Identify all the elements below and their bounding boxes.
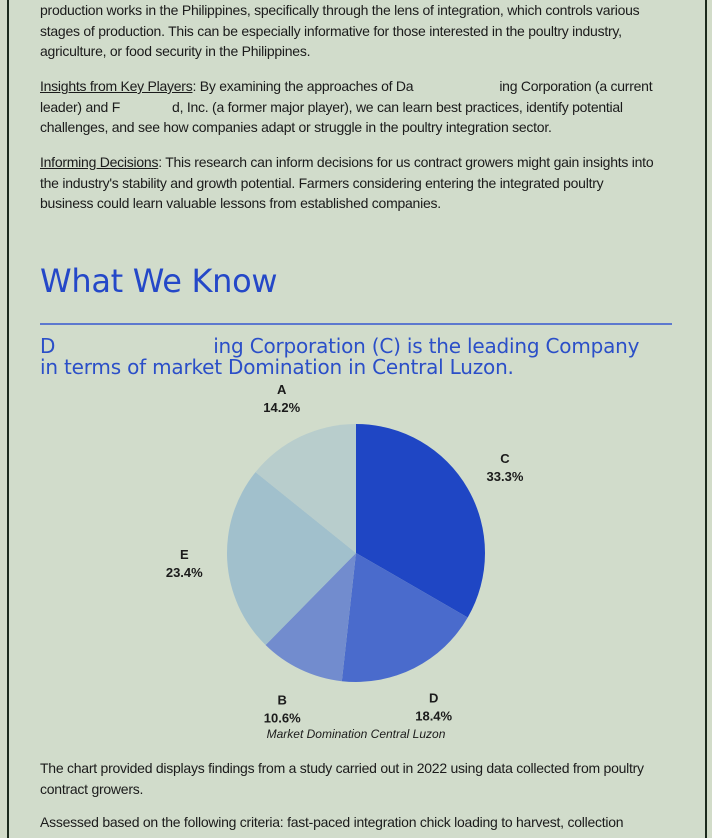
informing-label: Informing Decisions — [40, 154, 159, 170]
text-span: leader) and F — [40, 98, 121, 115]
pie-label-name-a: A — [277, 381, 287, 397]
pie-label-value-c: 33.3% — [486, 469, 524, 484]
text-span: ing Corporation (a current — [499, 78, 653, 94]
text-line: The chart provided displays findings from a study carried out in 2022 using data collected from poultry — [40, 760, 644, 776]
chart-note-paragraph — [40, 758, 680, 799]
chart-caption: Market Domination Central Luzon — [266, 727, 446, 741]
text-line: agriculture, or food security in the Philippines. — [40, 43, 311, 59]
subheading-line: in terms of market Domination in Central Luzon. — [40, 355, 514, 379]
pie-label-value-e: 23.4% — [165, 565, 203, 581]
text-span: : This research can inform decisions for us contract growers might gain insights into — [158, 154, 654, 170]
text-line: Assessed based on the following criteria: fast-paced integration chick loading to harvest, collection — [40, 814, 624, 830]
criteria-paragraph — [40, 812, 680, 833]
pie-label-name-b: B — [277, 692, 287, 708]
text-span: : By examining the approaches of Da — [192, 78, 414, 94]
pie-slices — [227, 424, 485, 682]
section-heading: What We Know — [40, 262, 278, 300]
text-line: challenges, and see how companies adapt or struggle in the poultry integration sector. — [40, 119, 552, 135]
pie-label-name-c: C — [500, 451, 510, 466]
insights-label: Insights from Key Players — [40, 78, 193, 94]
text-span: D — [40, 334, 56, 358]
pie-label-name-d: D — [428, 690, 439, 706]
text-span: d, Inc. (a former major player), we can learn best practices, identify potential — [172, 98, 623, 115]
text-line: stages of production. This can be especially informative for those interested in the poultry industry, — [40, 22, 622, 39]
text-line: business could learn valuable lessons from established companies. — [40, 195, 441, 211]
text-span: ing Corporation (C) is the leading Company — [213, 334, 640, 358]
pie-label-value-d: 18.4% — [415, 708, 453, 724]
text-line: production works in the Philippines, specifically through the lens of integration, which controls various — [40, 2, 640, 18]
pie-label-name-e: E — [179, 547, 189, 563]
pie-label-value-b: 10.6% — [263, 710, 301, 726]
text-line: contract growers. — [40, 780, 144, 797]
pie-label-value-a: 14.2% — [263, 399, 301, 415]
text-line: the industry's stability and growth potential. Farmers considering entering the integrated poultry — [40, 174, 604, 191]
